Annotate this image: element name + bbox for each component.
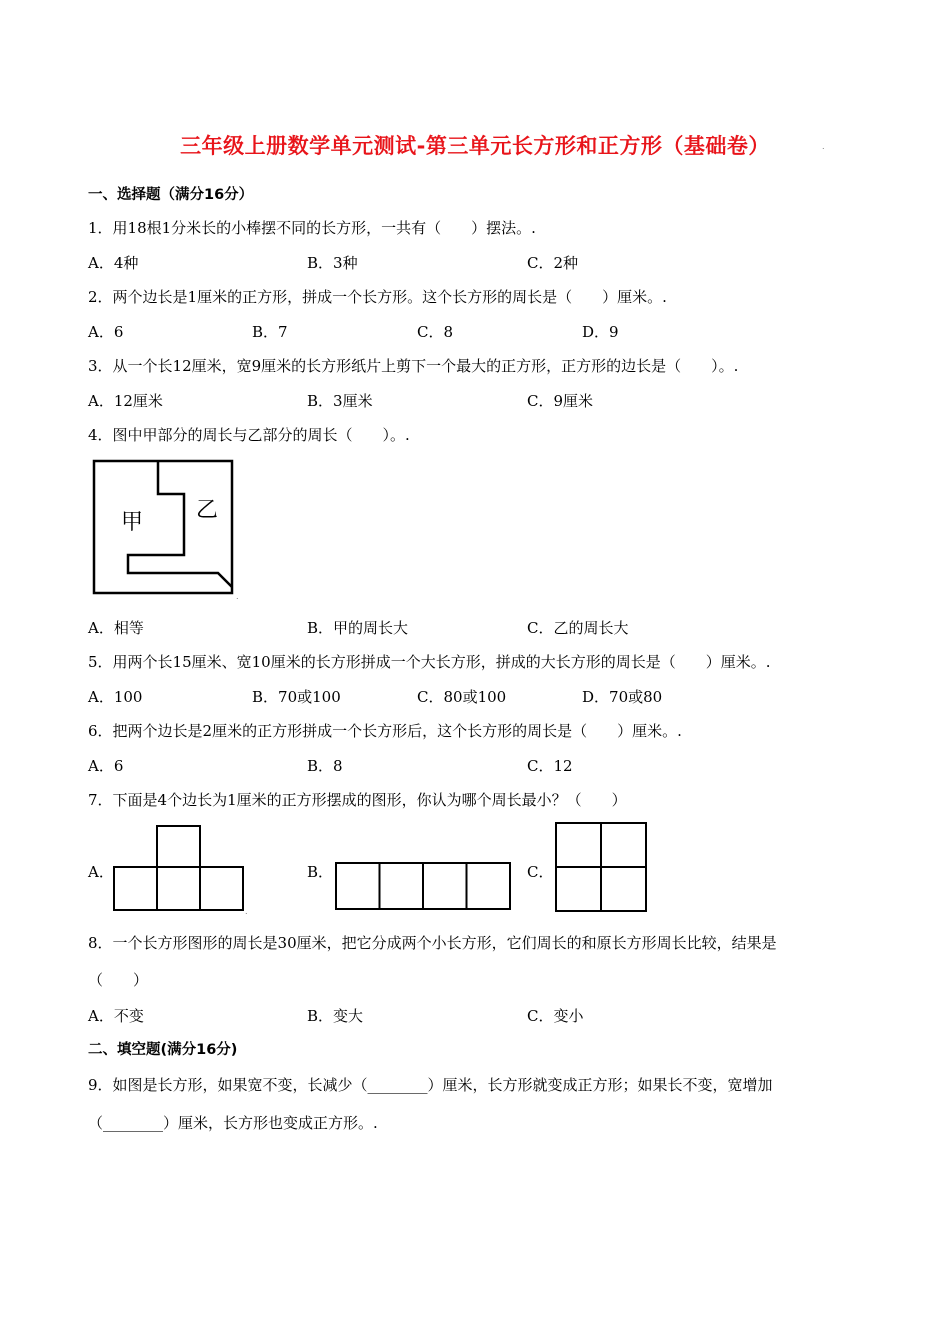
question-6-option-a: A．6 [88, 757, 124, 775]
question-5-option-a: A．100 [88, 688, 143, 706]
question-1-stem: 1．用18根1分米长的小棒摆不同的长方形，一共有（ ）摆法。. [88, 219, 536, 237]
question-5-stem: 5．用两个长15厘米、宽10厘米的长方形拼成一个大长方形，拼成的大长方形的周长是（ ）厘米。. [88, 653, 771, 671]
svg-text:.: . [245, 907, 248, 915]
question-2-option-b: B．7 [252, 323, 288, 341]
question-6-stem: 6．把两个边长是2厘米的正方形拼成一个长方形后，这个长方形的周长是（ ）厘米。. [88, 722, 682, 740]
q7-figure-c [555, 822, 649, 914]
question-7-option-c: C． [527, 863, 554, 881]
question-4-option-c: C．乙的周长大 [527, 619, 629, 637]
label-jia: 甲 [121, 510, 144, 535]
section-2-heading: 二、填空题(满分16分) [88, 1042, 238, 1058]
section-1-heading: 一、选择题（满分16分） [88, 187, 254, 203]
question-1-option-b: B．3种 [307, 254, 358, 272]
format-mark: . [822, 142, 825, 151]
question-3-option-c: C．9厘米 [527, 392, 594, 410]
svg-text:.: . [236, 592, 239, 601]
question-4-stem: 4．图中甲部分的周长与乙部分的周长（ ）。. [88, 426, 410, 444]
question-3-option-b: B．3厘米 [307, 392, 373, 410]
label-yi: 乙 [196, 498, 219, 523]
question-8-option-b: B．变大 [307, 1007, 364, 1025]
question-3-option-a: A．12厘米 [88, 392, 163, 410]
question-1-option-a: A．4种 [88, 254, 139, 272]
q7-figure-b [335, 862, 515, 912]
question-9-line1: 9．如图是长方形，如果宽不变，长减少（________）厘米，长方形就变成正方形；如果长不变，宽增加 [88, 1076, 773, 1094]
question-7-stem: 7．下面是4个边长为1厘米的正方形摆成的图形，你认为哪个周长最小？（ ） [88, 791, 627, 809]
question-9-line2: （________）厘米，长方形也变成正方形。. [88, 1114, 378, 1132]
question-2-option-d: D．9 [582, 323, 619, 341]
question-8-option-a: A．不变 [88, 1007, 144, 1025]
question-8-option-c: C．变小 [527, 1007, 584, 1025]
page-title: 三年级上册数学单元测试-第三单元长方形和正方形（基础卷） [180, 134, 770, 158]
question-6-option-c: C．12 [527, 757, 573, 775]
question-1-option-c: C．2种 [527, 254, 579, 272]
question-8-stem-line2: （ ） [88, 971, 149, 989]
question-4-option-a: A．相等 [88, 619, 144, 637]
question-5-option-d: D．70或80 [582, 688, 663, 706]
question-8-stem-line1: 8．一个长方形图形的周长是30厘米，把它分成两个小长方形，它们周长的和原长方形周长比较，结果是 [88, 934, 777, 952]
question-4-option-b: B．甲的周长大 [307, 619, 409, 637]
q7-figure-a [112, 825, 252, 915]
q4-figure [92, 459, 244, 601]
question-2-option-a: A．6 [88, 323, 124, 341]
question-5-option-b: B．70或100 [252, 688, 341, 706]
question-7-option-b: B． [307, 863, 334, 881]
question-7-option-a: A． [88, 863, 114, 881]
question-6-option-b: B．8 [307, 757, 343, 775]
question-3-stem: 3．从一个长12厘米，宽9厘米的长方形纸片上剪下一个最大的正方形，正方形的边长是（ ）。. [88, 357, 739, 375]
question-2-stem: 2．两个边长是1厘米的正方形，拼成一个长方形。这个长方形的周长是（ ）厘米。. [88, 288, 667, 306]
question-2-option-c: C．8 [417, 323, 454, 341]
question-5-option-c: C．80或100 [417, 688, 507, 706]
